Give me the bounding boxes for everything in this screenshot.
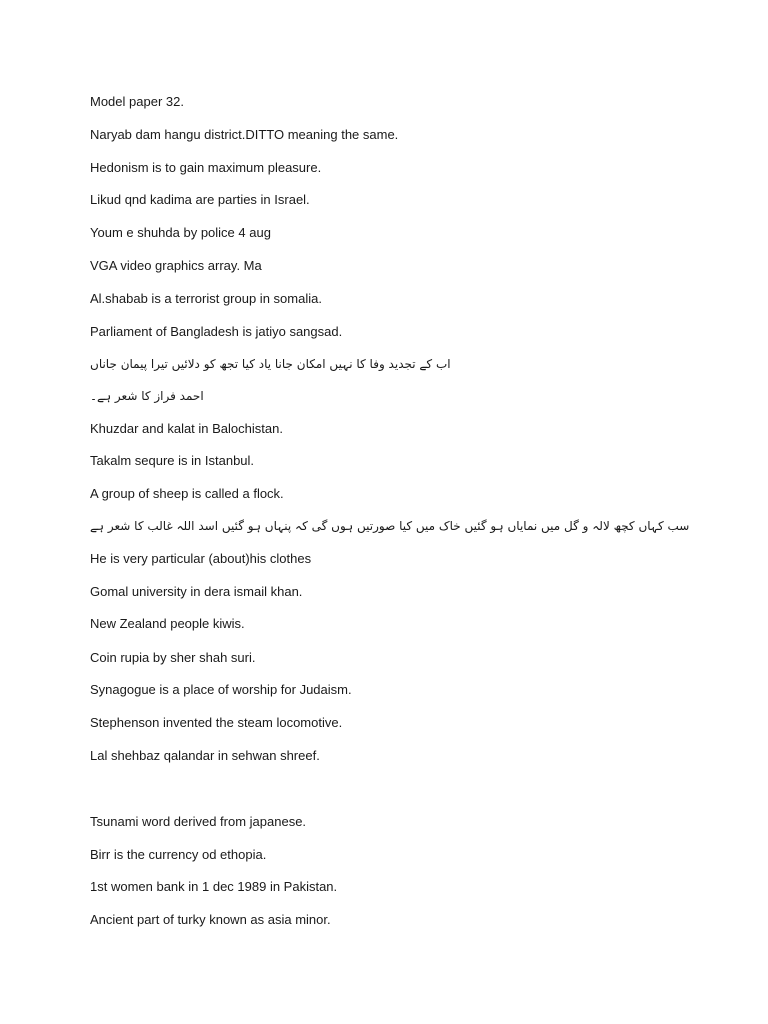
text-line: Khuzdar and kalat in Balochistan. — [90, 421, 283, 436]
urdu-verse-line: اب کے تجدید وفا کا نہیں امکان جانا یاد کیا تجھ کو دلائیں تیرا پیمان جاناں — [90, 357, 451, 371]
text-line: Lal shehbaz qalandar in sehwan shreef. — [90, 748, 320, 763]
text-line: Stephenson invented the steam locomotive. — [90, 715, 343, 730]
text-line: Likud qnd kadima are parties in Israel. — [90, 192, 310, 207]
text-line: Tsunami word derived from japanese. — [90, 814, 307, 829]
text-line: Gomal university in dera ismail khan. — [90, 584, 303, 599]
text-line: Parliament of Bangladesh is jatiyo sangsad. — [90, 324, 343, 339]
urdu-verse-line: سب کہاں کچھ لالہ و گل میں نمایاں ہو گئیں خاک میں کیا صورتیں ہوں گی کہ پنہاں ہو گئیں اسد اللہ غالب کا شعر ہے — [90, 519, 690, 533]
text-line: Hedonism is to gain maximum pleasure. — [90, 160, 322, 175]
text-line: Takalm sequre is in Istanbul. — [90, 453, 255, 468]
text-line: Youm e shuhda by police 4 aug — [90, 225, 271, 240]
text-line: Model paper 32. — [90, 94, 184, 109]
text-line: Naryab dam hangu district.DITTO meaning the same. — [90, 127, 399, 142]
urdu-attribution-line: احمد فراز کا شعر ہے۔ — [90, 389, 204, 403]
text-line: Coin rupia by sher shah suri. — [90, 650, 256, 665]
text-line: He is very particular (about)his clothes — [90, 551, 312, 566]
text-line: Birr is the currency od ethopia. — [90, 847, 267, 862]
text-line: Ancient part of turky known as asia minor. — [90, 912, 331, 927]
text-line: VGA video graphics array. Ma — [90, 258, 262, 273]
text-line: 1st women bank in 1 dec 1989 in Pakistan. — [90, 879, 338, 894]
text-line: A group of sheep is called a flock. — [90, 486, 284, 501]
text-line: New Zealand people kiwis. — [90, 616, 245, 631]
text-line: Synagogue is a place of worship for Judaism. — [90, 682, 352, 697]
text-line: Al.shabab is a terrorist group in somalia. — [90, 291, 322, 306]
